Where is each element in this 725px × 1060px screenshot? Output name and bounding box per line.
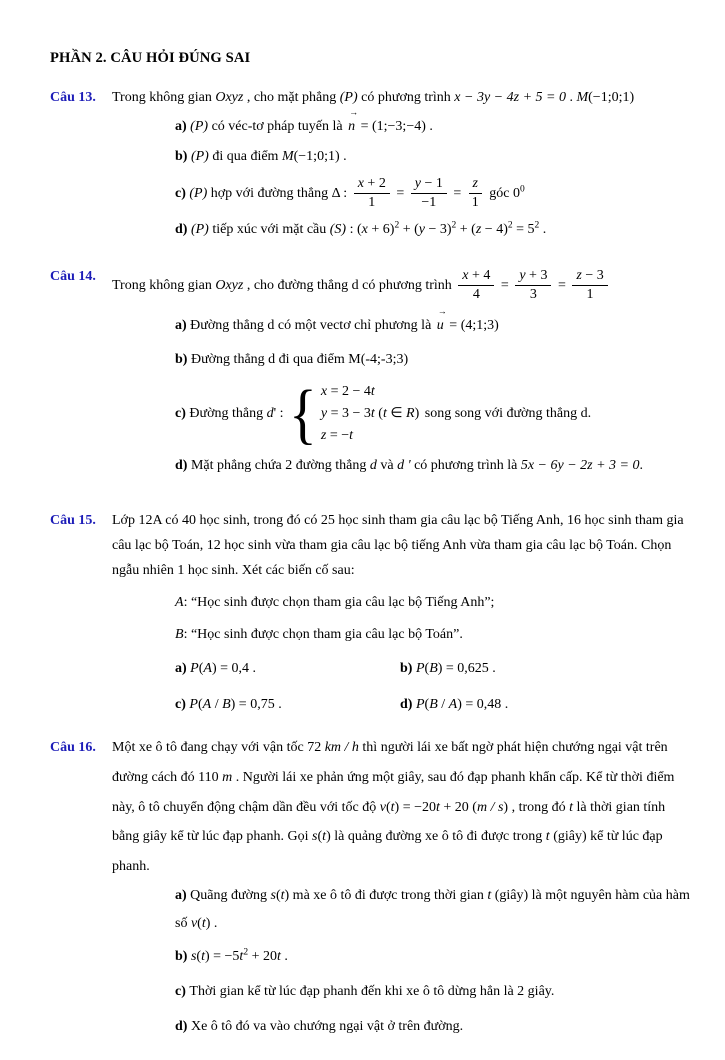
math-text: y xyxy=(418,222,425,238)
math-text: s xyxy=(190,948,197,964)
text-run: = 2 − 4 xyxy=(327,384,371,400)
text-run: 4 xyxy=(472,287,480,303)
text-run: : “Học sinh được chọn tham gia câu lạc bộ Toán”. xyxy=(183,626,463,642)
q16-intro xyxy=(50,733,691,881)
fraction-denominator xyxy=(469,286,484,304)
text-run: 3 xyxy=(529,287,537,303)
text-run: ) = 0,48 . xyxy=(457,696,509,712)
math-text: B xyxy=(175,626,184,642)
fraction-numerator xyxy=(354,175,390,194)
fraction xyxy=(468,175,483,212)
math-text: Oxyz xyxy=(215,89,244,105)
math-text: M xyxy=(281,148,294,164)
superscript: 2 xyxy=(394,220,400,231)
superscript: 2 xyxy=(534,220,540,231)
q13-b xyxy=(50,145,691,170)
text-run: = 3 − 3 xyxy=(327,405,371,421)
math-text: t xyxy=(569,799,574,815)
text-run: Quãng đường xyxy=(190,887,271,903)
text-run: / xyxy=(211,696,223,712)
math-text: x xyxy=(320,384,328,400)
text-run: . Người lái xe phản ứng một giây, sau đó đạp phanh khẩn cấp. Kể từ thời điểm này, ô tô chuyển động chậm dần đều với tốc độ xyxy=(112,770,675,815)
system-equation-line xyxy=(321,425,419,447)
system-equation-line xyxy=(321,381,419,403)
text-run: ) xyxy=(414,405,420,421)
system-equation-line xyxy=(321,403,419,425)
row-body xyxy=(112,86,691,111)
item-marker: b) xyxy=(400,660,416,676)
math-text: v xyxy=(379,799,386,815)
item-marker: c) xyxy=(175,983,190,999)
row-body xyxy=(175,454,691,479)
math-text: x xyxy=(357,175,364,191)
math-text: d ' xyxy=(397,458,411,474)
math-text: z xyxy=(472,175,478,191)
row-body xyxy=(175,693,691,718)
text-run: + 2 xyxy=(363,175,386,191)
text-run: có phương trình xyxy=(357,89,455,105)
text-run: tiếp xúc với mặt cầu xyxy=(208,222,330,238)
text-run: + 20 ( xyxy=(439,799,477,815)
system-lines xyxy=(321,381,419,446)
row-body xyxy=(175,623,691,648)
item-marker: a) xyxy=(175,887,191,903)
row-body xyxy=(175,173,691,214)
text-run: . xyxy=(639,458,643,474)
q14-c xyxy=(50,376,691,451)
text-run: Một xe ô tô đang chạy với vận tốc 72 xyxy=(112,740,325,756)
math-text: (P) xyxy=(189,185,208,201)
text-run: Trong không gian xyxy=(112,277,216,293)
text-run: Xe ô tô đó va vào chướng ngại vật ở trên đường. xyxy=(190,1018,464,1034)
math-text: t xyxy=(370,384,375,400)
math-text: d xyxy=(266,405,274,421)
fraction-numerator xyxy=(572,267,607,286)
row-body xyxy=(112,733,691,881)
text-run: (−1;0;1) . xyxy=(293,148,347,164)
text-run: hợp với đường thẳng Δ : xyxy=(207,185,351,201)
math-text: B xyxy=(222,696,231,712)
text-run: = (1;−3;−4) . xyxy=(357,118,433,134)
row-body xyxy=(175,657,691,682)
math-text: B xyxy=(429,660,438,676)
item-marker: d) xyxy=(175,222,191,238)
option-cell xyxy=(175,657,400,682)
fraction xyxy=(572,267,607,304)
text-run: (−1;0;1) xyxy=(588,89,635,105)
text-run: ) là quảng đường xe ô tô đi được trong xyxy=(326,829,546,845)
math-text: t xyxy=(201,915,206,931)
text-run: = xyxy=(497,277,513,293)
text-run: = 5 xyxy=(512,222,535,238)
text-run: + 4 xyxy=(468,267,491,283)
q15-event-a xyxy=(50,591,691,616)
text-run: 1 xyxy=(471,194,479,210)
item-marker: a) xyxy=(175,660,191,676)
row-body xyxy=(175,106,691,140)
question-label: Câu 14. xyxy=(50,268,96,284)
system-brace-icon: { xyxy=(289,376,317,451)
text-run: + ( xyxy=(456,222,476,238)
text-run: ) = 0,4 . xyxy=(211,660,257,676)
math-text: A xyxy=(203,660,212,676)
row-body xyxy=(175,945,691,970)
text-run: là thời gian tính bằng giây kể từ lúc đạp phanh. Gọi xyxy=(112,799,666,845)
text-run: Lớp 12A có 40 học sinh, trong đó có 25 học sinh tham gia câu lạc bộ Tiếng Anh, 16 học sinh tham gia câu lạc bộ Toán, 12 học sinh vừa tham gia câu lạc bộ tiếng Anh vừa tham gia câu lạc bộ Toán. Chọn ngẫu nhiên 1 học sinh. Xét các biến cố sau: xyxy=(112,513,684,578)
math-text: s xyxy=(270,887,276,903)
equation-system xyxy=(289,376,420,451)
math-text: x − 3y − 4z + 5 = 0 xyxy=(454,89,566,105)
vector-arrow-icon: → xyxy=(437,306,447,317)
item-marker: d) xyxy=(175,1018,191,1034)
text-run: / xyxy=(437,696,449,712)
item-marker: b) xyxy=(175,948,191,964)
fraction-numerator xyxy=(515,267,551,286)
text-run: thì người lái xe bất ngờ phát hiện chướng ngại vật trên đường cách đó 110 xyxy=(112,740,668,786)
text-run: + 20 xyxy=(248,948,277,964)
fraction xyxy=(458,267,494,304)
item-marker: a) xyxy=(175,318,191,334)
math-text: R xyxy=(406,405,415,421)
text-run: ) , trong đó xyxy=(503,799,570,815)
math-text: P xyxy=(189,696,198,712)
row-body xyxy=(175,306,691,339)
math-text: s xyxy=(312,829,318,845)
row-body xyxy=(112,509,691,584)
text-run: ( xyxy=(275,887,281,903)
math-text: (P) xyxy=(190,222,209,238)
math-text: v xyxy=(190,915,198,931)
text-run: . xyxy=(280,948,288,964)
math-text: P xyxy=(415,696,425,712)
fraction xyxy=(411,175,447,212)
row-body xyxy=(175,1015,691,1040)
q14-b xyxy=(50,348,691,373)
math-text: z xyxy=(576,267,582,283)
text-run: song song với đường thẳng d. xyxy=(421,405,592,421)
item-marker: b) xyxy=(175,148,191,164)
text-run: = (4;1;3) xyxy=(445,318,499,334)
fraction xyxy=(354,175,390,212)
math-text: A xyxy=(448,696,458,712)
math-text: t xyxy=(349,427,354,443)
text-run: ) = −5 xyxy=(204,948,240,964)
item-marker: a) xyxy=(175,118,191,134)
fraction-denominator xyxy=(364,194,379,212)
superscript: 2 xyxy=(243,947,249,958)
fraction-denominator xyxy=(417,194,440,212)
text-run: Đường thẳng d đi qua điểm M(-4;-3;3) xyxy=(190,352,409,368)
math-text: t xyxy=(382,405,387,421)
row-body xyxy=(175,218,691,243)
math-text: t xyxy=(201,948,205,964)
fraction xyxy=(515,267,551,304)
text-run: ( xyxy=(385,799,391,815)
text-run: ) . xyxy=(205,915,218,931)
row-body xyxy=(175,376,691,451)
math-text: z xyxy=(320,427,327,443)
fraction-numerator xyxy=(469,175,482,194)
math-text: (P) xyxy=(190,118,209,134)
math-text: t xyxy=(545,829,550,845)
q13-a xyxy=(50,106,691,140)
q16-d xyxy=(50,1015,691,1040)
text-run: ' : xyxy=(273,405,288,421)
question-label: Câu 16. xyxy=(50,740,96,756)
math-text: y xyxy=(414,175,421,191)
text-run: ) = 0,75 . xyxy=(230,696,282,712)
math-text: t xyxy=(436,799,440,815)
text-run: 1 xyxy=(586,287,594,303)
vector-letter: n xyxy=(348,118,356,134)
row-body xyxy=(175,145,691,170)
text-run: ( xyxy=(424,696,430,712)
math-text: Oxyz xyxy=(215,277,244,293)
row-body xyxy=(175,980,691,1005)
text-run: − 3 xyxy=(581,267,604,283)
text-run: , cho đường thẳng d có phương trình xyxy=(243,277,456,293)
row-body xyxy=(175,591,691,616)
item-marker: c) xyxy=(175,696,190,712)
q16-b xyxy=(50,945,691,970)
text-run: ( xyxy=(424,660,430,676)
question-label: Câu 13. xyxy=(50,89,96,105)
question-label: Câu 15. xyxy=(50,513,96,529)
math-text: B xyxy=(429,696,438,712)
q16-c xyxy=(50,980,691,1005)
math-text: y xyxy=(320,405,328,421)
text-run: + ( xyxy=(399,222,419,238)
fraction-numerator xyxy=(458,267,494,286)
superscript: 2 xyxy=(507,220,513,231)
option-cell xyxy=(400,693,691,718)
text-run: ( xyxy=(317,829,323,845)
text-run: : ( xyxy=(346,222,362,238)
superscript: 0 xyxy=(519,183,525,194)
math-text: m / s xyxy=(476,799,504,815)
math-text: A xyxy=(202,696,212,712)
text-run: đi qua điểm xyxy=(208,148,282,164)
section-heading: PHẦN 2. CÂU HỎI ĐÚNG SAI xyxy=(50,50,251,66)
math-text: P xyxy=(190,660,199,676)
text-run: Đường thẳng xyxy=(189,405,267,421)
option-cell xyxy=(400,657,691,682)
row-body xyxy=(112,265,691,306)
text-run: . xyxy=(565,89,577,105)
q15-intro xyxy=(50,509,691,584)
q15-event-b xyxy=(50,623,691,648)
text-run: ( xyxy=(198,660,204,676)
text-run: và xyxy=(376,458,398,474)
math-text: km / h xyxy=(324,740,359,756)
math-text: d xyxy=(369,458,377,474)
fraction-denominator xyxy=(468,194,483,212)
math-text: 5x − 6y − 2z + 3 = 0 xyxy=(520,458,640,474)
text-run: góc 0 xyxy=(485,185,520,201)
text-run: − 3) xyxy=(424,222,452,238)
q14-a xyxy=(50,306,691,339)
text-run: + 3 xyxy=(525,267,548,283)
math-text: y xyxy=(519,267,526,283)
text-run: ( xyxy=(197,915,202,931)
text-run: Đường thẳng d có một vectơ chỉ phương là xyxy=(190,318,435,334)
item-marker: c) xyxy=(175,405,190,421)
math-text: t xyxy=(280,887,285,903)
fraction-denominator xyxy=(526,286,541,304)
math-text: P xyxy=(415,660,425,676)
math-text: (P) xyxy=(190,148,209,164)
text-run: − 1 xyxy=(420,175,443,191)
text-run: −1 xyxy=(421,194,437,210)
q14-d xyxy=(50,454,691,479)
text-run: ( xyxy=(196,948,202,964)
option-cell xyxy=(175,693,400,718)
math-text: M xyxy=(576,89,589,105)
text-run: có phương trình là xyxy=(410,458,521,474)
vector-symbol xyxy=(346,106,359,140)
math-text: (P) xyxy=(339,89,358,105)
math-text: t xyxy=(276,948,281,964)
math-text: x xyxy=(462,267,469,283)
text-run: (giây) kể từ lúc đạp phanh. xyxy=(112,829,663,875)
text-run: có véc-tơ pháp tuyến là xyxy=(208,118,347,134)
math-text: t xyxy=(370,405,375,421)
item-marker: d) xyxy=(400,696,416,712)
math-text: z xyxy=(475,222,482,238)
text-run: 1 xyxy=(368,194,376,210)
q13-d xyxy=(50,218,691,243)
text-run: = − xyxy=(326,427,350,443)
q13-c xyxy=(50,173,691,214)
text-run: = xyxy=(554,277,570,293)
row-body xyxy=(175,348,691,373)
q15-options-2 xyxy=(50,693,691,718)
text-run: , cho mặt phẳng xyxy=(243,89,340,105)
text-run: . xyxy=(539,222,547,238)
text-run: ) = −20 xyxy=(394,799,436,815)
math-text: (S) xyxy=(329,222,347,238)
q13-intro xyxy=(50,86,691,111)
text-run: ( xyxy=(197,696,203,712)
vector-letter: u xyxy=(436,318,444,334)
q16-a xyxy=(50,882,691,938)
text-run: Mặt phẳng chứa 2 đường thẳng xyxy=(190,458,370,474)
math-text: x xyxy=(361,222,368,238)
math-text: t xyxy=(322,829,327,845)
text-run: ) mà xe ô tô đi được trong thời gian xyxy=(284,887,488,903)
text-run: = xyxy=(392,185,408,201)
item-marker: d) xyxy=(175,458,191,474)
vector-symbol xyxy=(435,306,447,339)
text-run: : “Học sinh được chọn tham gia câu lạc bộ Tiếng Anh”; xyxy=(183,594,495,610)
text-run: ∈ xyxy=(386,405,407,421)
text-run: Thời gian kể từ lúc đạp phanh đến khi xe ô tô dừng hẳn là 2 giây. xyxy=(189,983,555,999)
text-run: = xyxy=(449,185,465,201)
item-marker: b) xyxy=(175,352,191,368)
vector-arrow-icon: → xyxy=(349,106,359,117)
superscript: 2 xyxy=(451,220,457,231)
math-text: t xyxy=(239,948,244,964)
text-run: (giây) là một nguyên hàm của hàm số xyxy=(175,887,690,931)
q15-options-1 xyxy=(50,657,691,682)
math-text: t xyxy=(390,799,395,815)
fraction-numerator xyxy=(411,175,447,194)
math-text: t xyxy=(487,887,492,903)
fraction-denominator xyxy=(583,286,598,304)
text-run: − 4) xyxy=(481,222,508,238)
text-run: ) = 0,625 . xyxy=(437,660,496,676)
text-run: Trong không gian xyxy=(112,89,216,105)
math-text: m xyxy=(222,770,233,786)
row-body xyxy=(175,882,691,938)
text-run: + 6) xyxy=(367,222,395,238)
text-run: ( xyxy=(374,405,383,421)
item-marker: c) xyxy=(175,185,190,201)
q14-intro xyxy=(50,265,691,306)
math-text: A xyxy=(175,594,184,610)
